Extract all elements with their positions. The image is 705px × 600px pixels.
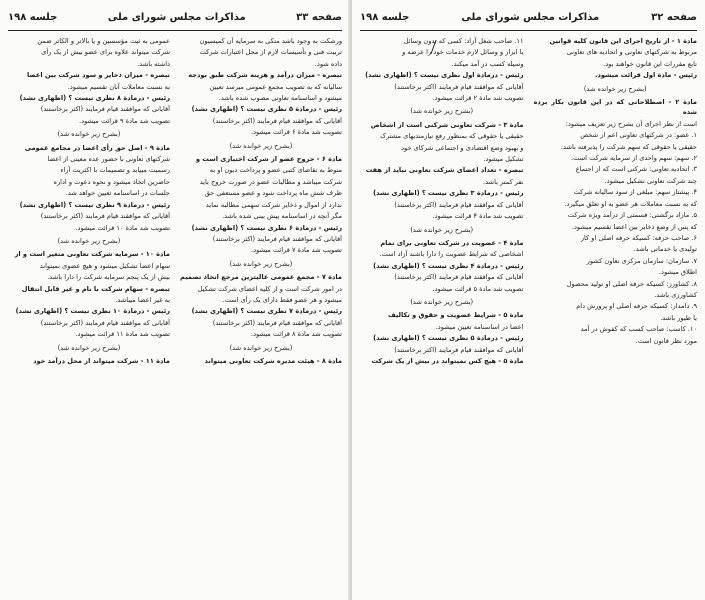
- text-line: رئیس - درمادة اول نظری نیست ؟ (اظهاری نشد): [365, 71, 524, 80]
- text-line: تصویب شد مادة ۵ قرائت میشود.: [432, 284, 524, 293]
- text-line: ۴. پیشتاز سهم: مبلغی از سود سالیانه شرکت: [573, 188, 697, 197]
- text-line: میشود و اساسنامه تعاونی مصوب شده باشد.: [218, 94, 342, 103]
- text-line: آقایانی که موافقند قیام فرمایند (اکثر برخاستند): [394, 82, 524, 91]
- text-line: رسمیت مییابد و تصمیمات با اکثریت آراء: [60, 166, 170, 175]
- text-line: آقایانی که موافقند قیام فرمایند (اکثر برخاستند): [394, 273, 524, 282]
- text-line: نفر کمتر باشد.: [482, 177, 524, 186]
- text-line: آقایانی که موافقند قیام فرمایند (اکثر برخاستند): [212, 234, 342, 243]
- text-line: تصویب شد مادة ۹ قرائت میشود.: [79, 116, 170, 125]
- text-line: سالیانه که به تصویب مجمع عمومی میرسد تعیین: [209, 82, 342, 91]
- text-line: مادة ۷ - مجمع عمومی عالیترین مرجع اتخاذ تصمیم: [180, 273, 342, 282]
- text-line: شرکتهای تعاونی با حضور عده معینی از اعضا: [47, 155, 170, 164]
- text-line: مادة ۸ - هیئت مدیره شرکت تعاونی میتواند: [204, 356, 342, 365]
- text-line: (بشرح زیر خوانده شد): [57, 343, 121, 352]
- text-line: تصویب شد مادة ۱۰ قرائت میشود.: [75, 223, 170, 232]
- right-page-session: جلسه ۱۹۸: [360, 11, 410, 23]
- text-line: بیش از یک پنجم سرمایه شرکت را دارا باشد.: [47, 273, 170, 282]
- text-line: آقایانی که موافقند قیام فرمایند (اکثر برخاستند): [212, 318, 342, 327]
- text-line: (بشرح زیر خوانده شد): [229, 259, 293, 268]
- text-line: رئیس - درمادة ۵ نظری نیست ؟ (اظهاری نشد): [191, 105, 342, 114]
- text-line: یا طیور باشد.: [660, 313, 697, 322]
- text-line: (بشرح زیر خوانده شد): [410, 107, 474, 116]
- text-line: (بشرح زیر خوانده شد): [583, 84, 647, 93]
- text-line: مادة ۵ - شرایط عضویت و حقوق و تکالیف: [388, 311, 524, 320]
- text-line: رئیس - درمادة ۱۰ نظری نیست ؟ (اظهاری نشد): [15, 307, 170, 316]
- text-line: مورد نظر قانون است.: [635, 336, 697, 345]
- text-line: رئیس - درمادة ۸ نظری نیست ؟ (اظهاری نشد): [19, 94, 170, 103]
- text-line: مادة ۱ - از تاریخ اجرای این قانون کلیه قوانین: [549, 37, 697, 45]
- text-line: تصویب شد مادة ۷ قرائت میشود.: [251, 246, 342, 255]
- text-line: تصویب شد مادة ۱۱ قرائت میشود.: [75, 330, 170, 339]
- left-page-session: جلسه ۱۹۸: [8, 11, 58, 23]
- text-line: آقایانی که موافقند قیام فرمایند (اکثر برخاستند): [40, 212, 170, 221]
- text-line: که به نسبت معاملات هر عضو به او تعلق میگیرد.: [564, 199, 697, 208]
- text-line: مادة ۴ - عضویت در شرکت تعاونی برای تمام: [380, 238, 524, 247]
- text-line: آقایانی که موافقند قیام فرمایند (اکثر برخاستند): [394, 200, 524, 209]
- text-line: به نسبت معاملات آنان تقسیم میشود.: [67, 82, 170, 91]
- text-line: رئیس - درمادة ۶ نظری نیست ؟ (اظهاری نشد): [191, 223, 342, 232]
- text-line: مادة ۳ - شرکت تعاونی شرکتی است از اشخاص: [370, 120, 524, 129]
- left-page-col-right: [180, 36, 342, 596]
- text-line: شرکت میباشد و مطالبات عضو در صورت خروج باید: [199, 177, 342, 186]
- right-page-number: صفحه ۳۲: [651, 11, 697, 23]
- text-line: آقایانی که موافقند قیام فرمایند (اکثر برخاستند): [394, 345, 524, 354]
- text-line: مادة ۵ - هیچ کس نمیتواند در بیش از یک شرکت: [371, 356, 524, 365]
- text-line: اشخاصی که شرایط عضویت را دارا باشند آزاد است.: [379, 250, 524, 259]
- left-page-columns: [8, 36, 342, 596]
- text-line: ورشکت به وجود باشد متکی به سرمایه آن کمیسیون: [199, 37, 342, 45]
- text-line: ۹. دامدار: کسیکه حرفه اصلی او پرورش دام: [576, 302, 697, 311]
- text-line: جلسات در اساسنامه تعیین خواهد شد.: [65, 189, 170, 198]
- left-page-header: [8, 4, 342, 31]
- text-line: (بشرح زیر خوانده شد): [57, 236, 121, 245]
- text-line: حقیقی یا حقوقی که بمنظور رفع نیازمندیهای مشترک: [380, 132, 524, 141]
- text-line: یا ابزار و وسائل لازم خدمات خود را عرضه و: [402, 48, 524, 57]
- text-line: سهام اعضا تشکیل میشود و هیچ عضوی نمیتواند: [39, 261, 170, 270]
- text-line: ۲. سهم: سهم واحدی از سرمایه شرکت است.: [571, 154, 697, 163]
- text-line: ۸. کشاورز: کسیکه حرفه اصلی او تولید محصول: [566, 279, 697, 288]
- text-line: تبصره - تعداد اعضای شرکت تعاونی نباید از هفت: [365, 166, 524, 175]
- text-line: تابع مقررات این قانون خواهند بود.: [603, 59, 697, 68]
- right-page-header: [360, 4, 697, 31]
- text-line: ۵. مازاد برگشتی: قسمتی از درآمد ویژه شرکت: [567, 211, 697, 220]
- right-page-col-right: [534, 36, 698, 596]
- text-line: تصویب شد مادة ۸ قرائت میشود.: [251, 330, 342, 339]
- text-line: در امور شرکت است و از کلیه اعضای شرکت تشکیل: [197, 284, 342, 293]
- text-line: (بشرح زیر خوانده شد): [57, 130, 121, 139]
- text-line: ندارد از اموال و ذخایر شرکت سهمی مطالبه نماید: [205, 200, 342, 209]
- text-line: آقایانی که موافقند قیام فرمایند (اکثر برخاستند): [40, 318, 170, 327]
- text-line: داده شود.: [314, 59, 342, 68]
- text-line: رئیس - درمادة ۳ نظری نیست ؟ (اظهاری نشد): [373, 189, 524, 198]
- text-line: تبصره - میزان درآمد و هزینه شرکت طبق بودجه: [188, 71, 342, 80]
- text-line: آقایانی که موافقند قیام فرمایند (اکثر برخاستند): [40, 105, 170, 114]
- text-line: به غیر اعضا میباشد.: [115, 295, 170, 304]
- text-line: شرکت میتواند علاوه برای عضو بیش از یک رأی: [41, 48, 170, 57]
- text-line: اطلاق میشود.: [658, 268, 697, 277]
- text-line: تربیت فنی و تأسیسات لازم از محل اعتبارات شرکت: [199, 48, 342, 57]
- text-line: مادة ۹ - اصل حق رأی اعضا در مجامع عمومی: [24, 143, 170, 152]
- text-line: (بشرح زیر خوانده شد): [229, 343, 293, 352]
- text-line: مربوط به شرکتهای تعاونی و اتحادیه های تعاونی: [566, 48, 697, 57]
- text-line: مادة ۱۱ - شرکت میتواند از محل درآمد خود: [33, 356, 170, 365]
- text-line: چند شرکت تعاونی تشکیل میشود.: [604, 176, 697, 185]
- text-line: که پس از وضع ذخایر بین اعضا تقسیم میشود.: [571, 222, 697, 231]
- text-line: آقایانی که موافقند قیام فرمایند (اکثر برخاستند): [212, 116, 342, 125]
- text-line: رئیس - درمادة ۷ نظری نیست ؟ (اظهاری نشد): [191, 307, 342, 316]
- right-page-col-left: [360, 36, 524, 596]
- left-page: [0, 0, 350, 600]
- text-line: تصویب شد مادة ۶ قرائت میشود.: [251, 128, 342, 137]
- text-line: میشود و هر عضو فقط دارای یک رأی است.: [222, 295, 342, 304]
- left-page-number: صفحه ۳۳: [296, 11, 342, 23]
- text-line: ۱۰. کاسب: صاحب کسب که کفوش در آمد: [580, 325, 697, 334]
- text-line: رئیس - درمادة ۹ نظری نیست ؟ (اظهاری نشد): [19, 200, 170, 209]
- text-line: رئیس - درمادة ۴ نظری نیست ؟ (اظهاری نشد): [373, 261, 524, 270]
- text-line: رئیس - مادة اول قرائت میشود.: [594, 71, 697, 80]
- text-line: (بشرح زیر خوانده شد): [410, 225, 474, 234]
- text-line: کشاورزی باشد.: [654, 290, 697, 299]
- text-line: حقیقی یا حقوقی که سهم شرکت را پذیرفته باشد.: [560, 142, 697, 151]
- text-line: عمومی به ثبت مؤسسین و یا بالاتر و الکاتر ضمن: [37, 37, 170, 45]
- left-page-title: مذاکرات مجلس شورای ملی: [107, 11, 246, 23]
- right-page: [352, 0, 705, 600]
- text-line: ۳. اتحادیه تعاونی: شرکتی است که از اجتماع: [575, 165, 697, 174]
- text-line: است از نظر اجرای آن بشرح زیر تعریف میشود:: [565, 119, 697, 128]
- text-line: تبصره - میزان ذخایر و سود شرکت بین اعضا: [26, 71, 170, 80]
- text-line: تولیدی یا خدماتی باشد.: [633, 245, 697, 254]
- text-line: مادة ۶ - خروج عضو از شرکت اختیاری است و: [195, 155, 342, 164]
- text-line: مادة ۱۰ - سرمایه شرکت تعاونی متغیر است و از: [14, 250, 170, 259]
- text-line: حاضرین اتخاذ میشود و نحوه دعوت و اداره: [53, 177, 170, 186]
- text-line: مگر آنچه در اساسنامه پیش بینی شده باشد.: [222, 212, 342, 221]
- text-line: و بهبود وضع اقتصادی و اجتماعی شرکای خود: [401, 143, 524, 152]
- text-line: ۶. صاحب حرفه: کسیکه حرفه اصلی او کار: [580, 233, 697, 242]
- text-line: وسیله کسب در آمد میکند.: [451, 59, 524, 68]
- right-page-columns: [360, 36, 697, 596]
- text-line: داشته باشد.: [137, 59, 170, 68]
- text-line: (بشرح زیر خوانده شد): [229, 141, 293, 150]
- text-line: رئیس - درمادة ۵ نظری نیست ؟ (اظهاری نشد): [373, 334, 524, 343]
- left-page-col-left: [8, 36, 170, 596]
- right-page-title: مذاکرات مجلس شورای ملی: [461, 11, 600, 23]
- text-line: مادة ۲ - اصطلاحاتی که در این قانون بکار برده شده: [533, 98, 697, 117]
- text-line: تبصره - سهام شرکت با نام و غیر قابل انتقال: [21, 284, 170, 293]
- text-line: تصویب شد مادة ۲ قرائت میشود.: [432, 94, 524, 103]
- text-line: منوط به تقاضای کتبی عضو و پرداخت دیون او به: [209, 166, 342, 175]
- text-line: ۱. عضو: در شرکتهای تعاونی اعم از شخص: [580, 131, 697, 140]
- text-line: ۱۱. صاحب شغل آزاد: کسی که بدون وسائل: [403, 37, 524, 45]
- text-line: تصویب شد مادة ۴ قرائت میشود.: [432, 212, 524, 221]
- text-line: تشکیل میشود.: [483, 155, 524, 164]
- text-line: ظرف شش ماه پرداخت شود و عضو مستعفی حق: [204, 189, 342, 198]
- text-line: ۷. سازمان: سازمان مرکزی تعاون کشور: [586, 256, 697, 265]
- text-line: اعضا در اساسنامه تعیین میشود.: [435, 322, 524, 331]
- text-line: (بشرح زیر خوانده شد): [410, 297, 474, 306]
